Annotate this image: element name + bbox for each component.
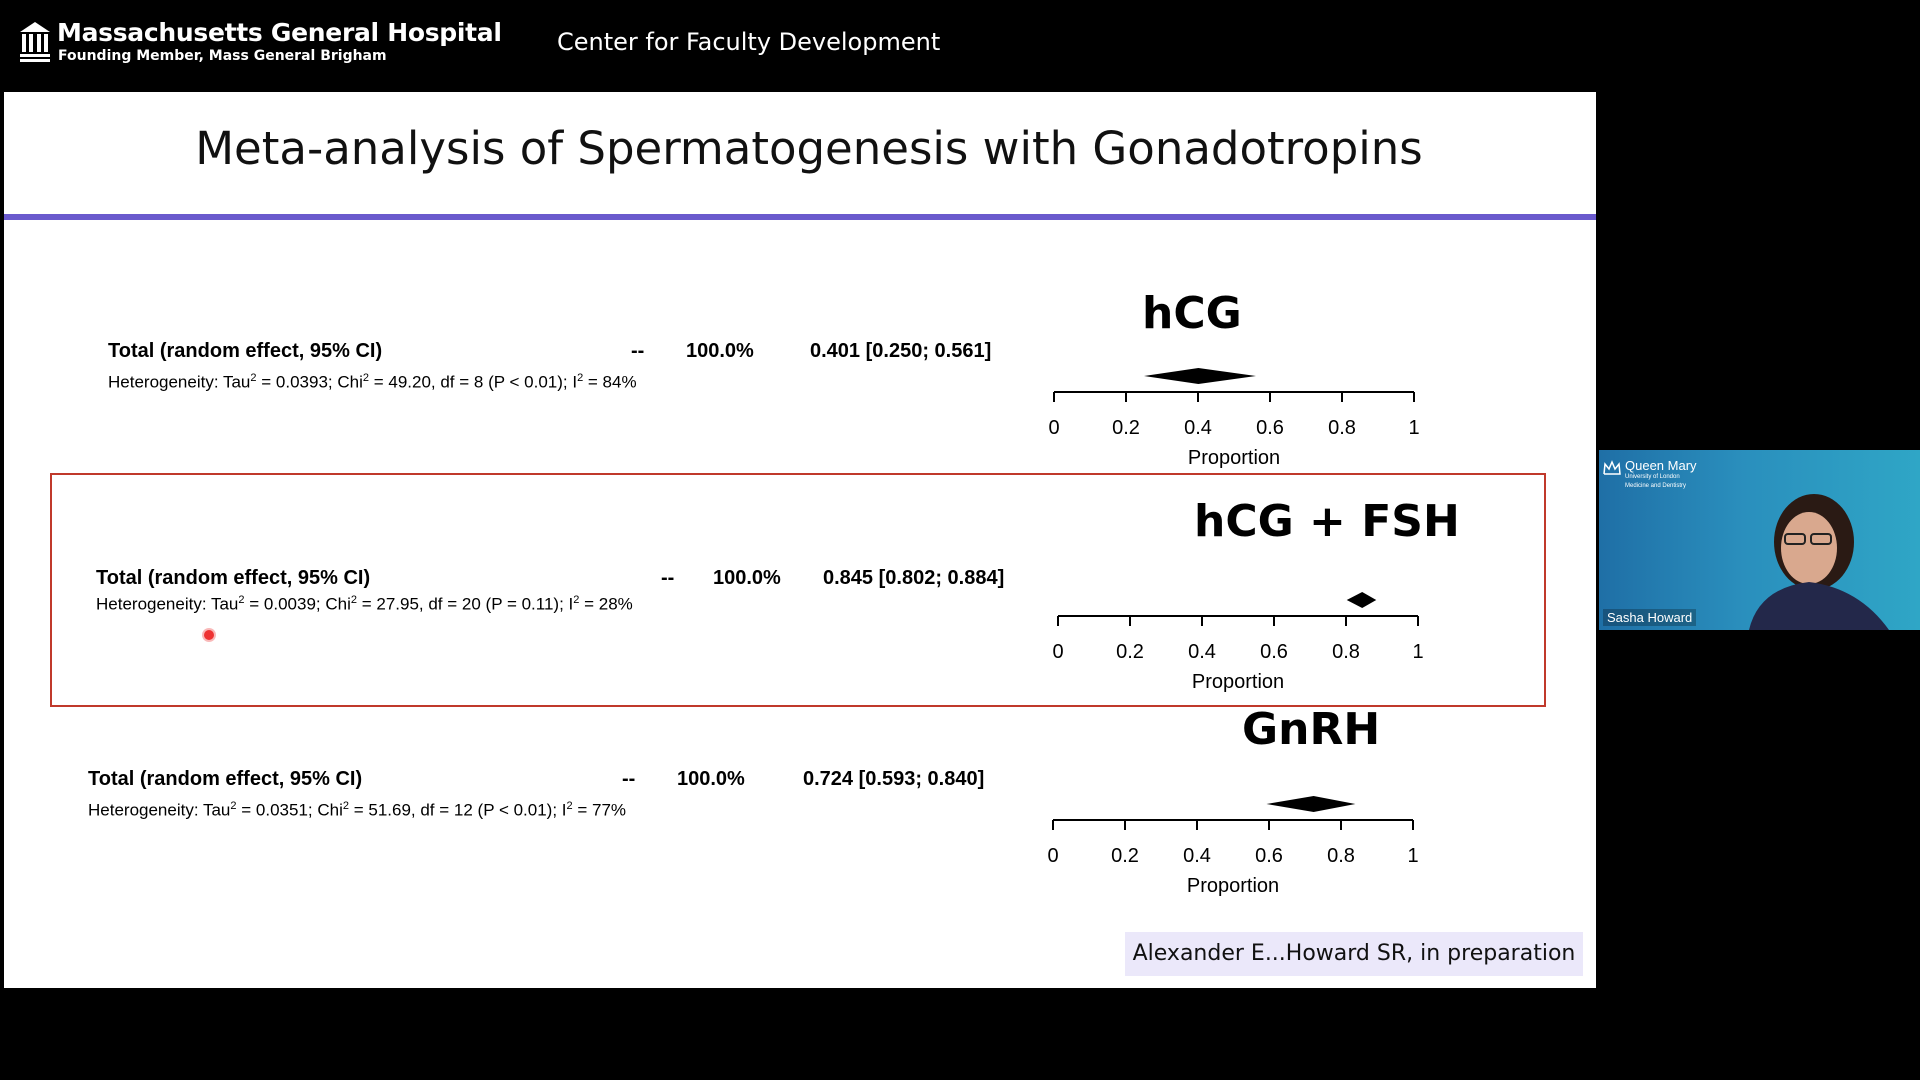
crown-icon	[1603, 460, 1621, 476]
institution-name: Queen Mary	[1625, 458, 1697, 473]
panel-label-hcg-fsh: hCG + FSH	[1194, 496, 1460, 547]
pooled-estimate-diamond	[1266, 796, 1355, 812]
institution-sub1: University of London	[1625, 474, 1680, 480]
heterogeneity-hcg-fsh: Heterogeneity: Tau$^2$ = 0.0039; Chi$^2$ = 27.95, df = 20 (P = 0.11); $I^2 = 28\%$	[96, 594, 633, 614]
tick-label: 0	[1048, 417, 1060, 439]
total-label-hcg-fsh: Total (random effect, 95% CI)	[96, 567, 371, 589]
pooled-estimate-diamond	[1144, 368, 1256, 384]
speaker-figure	[1719, 470, 1919, 630]
heterogeneity-hcg: Heterogeneity: Tau$^2$ = 0.0393; Chi$^2$ = 49.20, df = 8 (P < 0.01); $I^2 = 84\%$	[108, 372, 637, 392]
tick-label: 1	[1407, 845, 1419, 867]
tick-label: 0.2	[1116, 641, 1144, 663]
x-axis-label: Proportion	[1186, 875, 1280, 897]
title-divider	[4, 214, 1596, 220]
tick-label: 1	[1412, 641, 1424, 663]
tick-label: 0.8	[1332, 641, 1360, 663]
total-label-gnrh: Total (random effect, 95% CI)	[88, 768, 363, 790]
tick-label: 0.6	[1260, 641, 1288, 663]
weight-hcg-fsh: 100.0%	[713, 567, 781, 589]
panel-label-gnrh: GnRH	[1242, 704, 1381, 755]
org-name: Massachusetts General Hospital	[57, 18, 502, 47]
tick-label: 0.6	[1256, 417, 1284, 439]
speaker-name: Sasha Howard	[1603, 609, 1696, 626]
tick-label: 0.2	[1111, 845, 1139, 867]
citation: Alexander E...Howard SR, in preparation	[1125, 932, 1583, 976]
tick-label: 0.4	[1183, 845, 1211, 867]
tick-label: 0	[1052, 641, 1064, 663]
center-title: Center for Faculty Development	[557, 28, 941, 56]
weight-hcg: 100.0%	[686, 340, 754, 362]
slide-title: Meta-analysis of Spermatogenesis with Gonadotropins	[195, 122, 1423, 175]
estimate-gnrh: 0.724 [0.593; 0.840]	[803, 768, 985, 790]
tick-label: 0.2	[1112, 417, 1140, 439]
tick-label: 1	[1408, 417, 1420, 439]
tick-label: 0	[1047, 845, 1059, 867]
tick-label: 0.6	[1255, 845, 1283, 867]
forest-axis-hcg-fsh	[1028, 566, 1448, 696]
x-axis-label: Proportion	[1191, 671, 1285, 693]
estimate-hcg: 0.401 [0.250; 0.561]	[810, 340, 992, 362]
tick-label: 0.4	[1188, 641, 1216, 663]
weight-gnrh: 100.0%	[677, 768, 745, 790]
tick-label: 0.4	[1184, 417, 1212, 439]
panel-label-hcg: hCG	[1142, 288, 1242, 339]
org-subtitle: Founding Member, Mass General Brigham	[58, 48, 387, 64]
dashes-hcg-fsh: --	[661, 567, 675, 589]
total-label-hcg: Total (random effect, 95% CI)	[108, 340, 383, 362]
pooled-estimate-diamond	[1347, 592, 1377, 608]
institution-sub2: Medicine and Dentistry	[1625, 483, 1687, 489]
speaker-video-tile[interactable]	[1599, 450, 1920, 630]
heterogeneity-gnrh: Heterogeneity: Tau$^2$ = 0.0351; Chi$^2$ = 51.69, df = 12 (P < 0.01); $I^2 = 77\%$	[88, 800, 627, 820]
forest-axis-hcg	[1024, 342, 1444, 472]
tick-label: 0.8	[1327, 845, 1355, 867]
hospital-building-icon	[18, 20, 52, 62]
dashes-hcg: --	[631, 340, 645, 362]
laser-pointer	[204, 630, 214, 640]
x-axis-label: Proportion	[1187, 447, 1281, 469]
header-bar	[0, 0, 1920, 92]
tick-label: 0.8	[1328, 417, 1356, 439]
dashes-gnrh: --	[622, 768, 636, 790]
forest-axis-gnrh	[1023, 770, 1443, 900]
presentation-slide	[4, 92, 1596, 988]
estimate-hcg-fsh: 0.845 [0.802; 0.884]	[823, 567, 1005, 589]
